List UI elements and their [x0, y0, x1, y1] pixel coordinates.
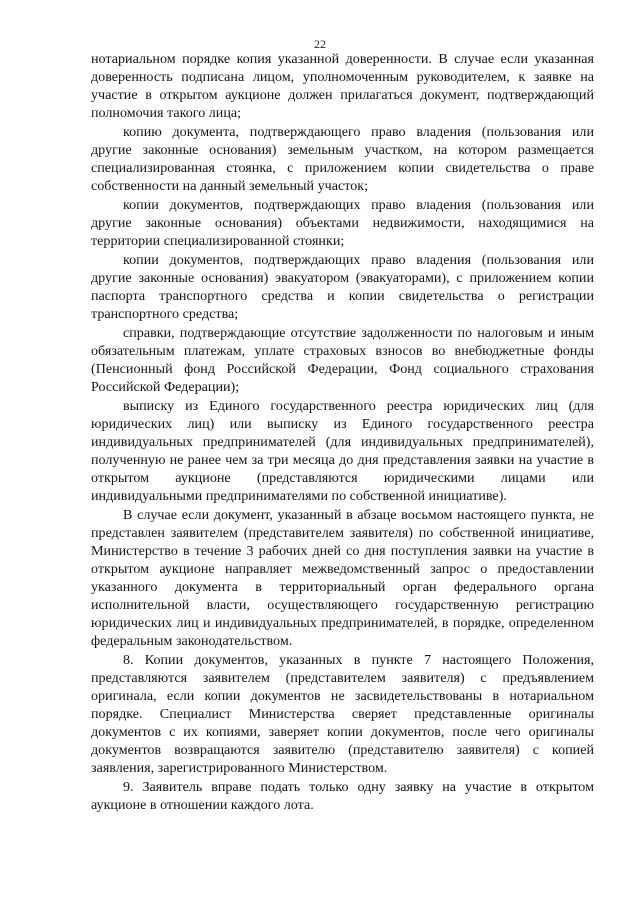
document-body	[91, 50, 594, 815]
paragraph-clause-9: 9. Заявитель вправе подать только одну заявку на участие в открытом аукционе в отношении каждого лота.	[91, 779, 594, 813]
paragraph-registry-extract: выписку из Единого государственного реестра юридических лиц (для юридических лиц) или выписку из Единого государственного реестра индивидуальных предпринимателей (для индивидуальных предпринимателей), полученную не ранее чем за три месяца до дня представления заявки на участие в открытом аукционе (представляются юридическими лицами или индивидуальными предпринимателями по собственной инициативе).	[91, 398, 594, 504]
paragraph-tow-truck-documents: копии документов, подтверждающих право владения (пользования или другие законные основания) эвакуатором (эвакуаторами), с приложением копии паспорта транспортного средства и копии свидетельства о регистрации транспортного средства;	[91, 252, 594, 322]
paragraph-interagency-request: В случае если документ, указанный в абзаце восьмом настоящего пункта, не представлен заявителем (представителем заявителя) по собственной инициативе, Министерство в течение 3 рабочих дней со дня поступления заявки на участие в открытом аукционе направляет межведомственный запрос о предоставлении указанного документа в территориальный орган федерального органа исполнительной власти, осуществляющего государственную регистрацию юридических лиц и индивидуальных предпринимателей, в порядке, определенном федеральным законодательством.	[91, 507, 594, 649]
paragraph-land-plot-documents: копию документа, подтверждающего право владения (пользования или другие законные основания) земельным участком, на котором размещается специализированная стоянка, с приложением копии свидетельства о праве собственности на данный земельный участок;	[91, 124, 594, 194]
paragraph-real-estate-documents: копии документов, подтверждающих право владения (пользования или другие законные основания) объектами недвижимости, находящимися на территории специализированной стоянки;	[91, 197, 594, 249]
page-number: 22	[314, 37, 326, 51]
paragraph-tax-certificates: справки, подтверждающие отсутствие задолженности по налоговым и иным обязательным платежам, уплате страховых взносов во внебюджетные фонды (Пенсионный фонд Российской Федерации, Фонд социального страхования Российской Федерации);	[91, 325, 594, 395]
paragraph-continuation: нотариальном порядке копия указанной доверенности. В случае если указанная доверенность подписана лицом, уполномоченным руководителем, к заявке на участие в открытом аукционе должен прилагаться документ, подтверждающий полномочия такого лица;	[91, 51, 594, 121]
paragraph-clause-8: 8. Копии документов, указанных в пункте 7 настоящего Положения, представляются заявителем (представителем заявителя) с предъявлением оригинала, если копии документов не засвидетельствованы в нотариальном порядке. Специалист Министерства сверяет представленные оригиналы документов с их копиями, заверяет копии документов, после чего оригиналы документов возвращаются заявителю (представителю заявителя) с копией заявления, зарегистрированного Министерством.	[91, 652, 594, 776]
